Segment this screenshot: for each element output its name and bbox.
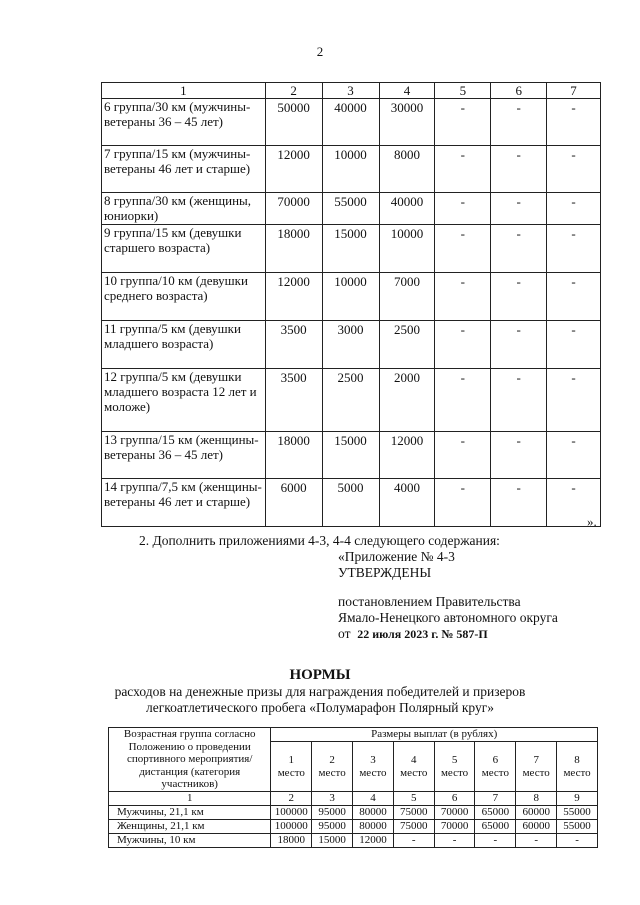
value-cell: 65000 [475, 820, 516, 834]
amendment-paragraph: 2. Дополнить приложениями 4-3, 4-4 следующего содержания: [139, 533, 500, 548]
value-cell: 100000 [271, 820, 312, 834]
value-cell: 4000 [379, 479, 435, 527]
value-cell: - [547, 369, 601, 432]
value-cell: 95000 [312, 820, 353, 834]
decree-line-2: Ямало-Ненецкого автономного округа [338, 610, 558, 625]
page-number: 2 [316, 44, 324, 59]
column-number-cell: 7 [475, 792, 516, 806]
value-cell: - [435, 273, 491, 321]
place-label: место [440, 766, 469, 779]
place-header-cell [393, 742, 434, 792]
table-row [109, 806, 598, 820]
place-number: 8 [574, 753, 580, 766]
value-cell: 60000 [516, 820, 557, 834]
value-cell: - [491, 273, 547, 321]
table-row [102, 193, 601, 225]
value-cell: 15000 [312, 834, 353, 848]
header-cell: 7 [547, 83, 601, 99]
value-cell: 15000 [322, 432, 379, 479]
value-cell: - [547, 321, 601, 369]
place-label: место [318, 766, 346, 779]
value-cell: 6000 [265, 479, 322, 527]
value-cell: 2000 [379, 369, 435, 432]
value-cell: - [435, 225, 491, 273]
value-cell: 8000 [379, 146, 435, 193]
category-cell: Мужчины, 10 км [109, 834, 271, 848]
place-header-cell [516, 742, 557, 792]
decree-date-number: 22 июля 2023 г. № 587-П [357, 627, 488, 641]
value-cell: 15000 [322, 225, 379, 273]
value-cell: - [434, 834, 475, 848]
value-cell: - [435, 146, 491, 193]
decree-line-1: постановлением Правительства [338, 594, 521, 609]
place-label: место [277, 766, 305, 779]
value-cell: - [557, 834, 598, 848]
header-cell: 2 [265, 83, 322, 99]
group-cell: 14 группа/7,5 км (женщины-ветераны 46 лет и старше) [102, 479, 266, 527]
group-cell: 11 группа/5 км (девушки младшего возраста) [102, 321, 266, 369]
value-cell: 10000 [379, 225, 435, 273]
value-cell: 70000 [265, 193, 322, 225]
place-number: 2 [329, 753, 335, 766]
header-cell: 3 [322, 83, 379, 99]
column-number-cell: 8 [516, 792, 557, 806]
group-cell: 10 группа/10 км (девушки среднего возраста) [102, 273, 266, 321]
value-cell: - [547, 99, 601, 146]
value-cell: - [491, 99, 547, 146]
age-group-header: Возрастная группа согласно Положению о проведении спортивного мероприятия/дистанция (категория участников) [109, 728, 271, 792]
table-row [102, 432, 601, 479]
from-label: от [338, 626, 351, 641]
place-label: место [563, 766, 591, 779]
place-header-cell [353, 742, 394, 792]
value-cell: 75000 [393, 806, 434, 820]
value-cell: 12000 [265, 273, 322, 321]
value-cell: - [516, 834, 557, 848]
table-header-row [102, 83, 601, 99]
table-row [102, 99, 601, 146]
value-cell: - [491, 432, 547, 479]
table-row [102, 146, 601, 193]
value-cell: 70000 [434, 820, 475, 834]
closing-quote: ». [587, 514, 597, 529]
value-cell: 3500 [265, 369, 322, 432]
value-cell: 10000 [322, 146, 379, 193]
value-cell: - [491, 479, 547, 527]
value-cell: - [547, 225, 601, 273]
value-cell: - [435, 369, 491, 432]
value-cell: - [435, 432, 491, 479]
payout-sizes-header: Размеры выплат (в рублях) [271, 728, 598, 742]
value-cell: 60000 [516, 806, 557, 820]
value-cell: 50000 [265, 99, 322, 146]
value-cell: 55000 [322, 193, 379, 225]
value-cell: 3500 [265, 321, 322, 369]
value-cell: - [435, 193, 491, 225]
header-cell: 5 [435, 83, 491, 99]
value-cell: 65000 [475, 806, 516, 820]
group-cell: 7 группа/15 км (мужчины-ветераны 46 лет и старше) [102, 146, 266, 193]
value-cell: - [547, 432, 601, 479]
value-cell: 10000 [322, 273, 379, 321]
value-cell: 55000 [557, 806, 598, 820]
place-header-cell [557, 742, 598, 792]
group-cell: 6 группа/30 км (мужчины-ветераны 36 – 45 лет) [102, 99, 266, 146]
value-cell: 12000 [379, 432, 435, 479]
column-number-cell: 9 [557, 792, 598, 806]
place-number: 1 [288, 753, 295, 766]
value-cell: - [435, 321, 491, 369]
value-cell: 3000 [322, 321, 379, 369]
table-row [102, 273, 601, 321]
category-cell: Мужчины, 21,1 км [109, 806, 271, 820]
value-cell: 95000 [312, 806, 353, 820]
value-cell: - [491, 225, 547, 273]
table-row [102, 321, 601, 369]
value-cell: - [491, 369, 547, 432]
place-label: место [522, 766, 550, 779]
column-numbering-row [109, 792, 598, 806]
place-label: место [481, 766, 509, 779]
value-cell: 2500 [379, 321, 435, 369]
value-cell: 55000 [557, 820, 598, 834]
table-row [102, 479, 601, 527]
table-header-row [109, 728, 598, 742]
value-cell: - [547, 479, 601, 527]
group-cell: 9 группа/15 км (девушки старшего возраста) [102, 225, 266, 273]
place-label: место [400, 766, 428, 779]
value-cell: 5000 [322, 479, 379, 527]
half-marathon-prize-table [108, 727, 598, 848]
value-cell: - [491, 321, 547, 369]
value-cell: 70000 [434, 806, 475, 820]
header-cell: 1 [102, 83, 266, 99]
value-cell: 7000 [379, 273, 435, 321]
place-header-cell [312, 742, 353, 792]
value-cell: 2500 [322, 369, 379, 432]
value-cell: 18000 [271, 834, 312, 848]
place-number: 3 [370, 753, 376, 766]
value-cell: - [491, 193, 547, 225]
table-row [109, 820, 598, 834]
place-header-cell [434, 742, 475, 792]
column-number-cell: 3 [312, 792, 353, 806]
place-number: 7 [533, 753, 539, 766]
norms-subtitle [0, 684, 640, 716]
value-cell: 18000 [265, 225, 322, 273]
category-cell: Женщины, 21,1 км [109, 820, 271, 834]
column-number-cell: 6 [434, 792, 475, 806]
place-number: 5 [451, 753, 458, 766]
value-cell: - [491, 146, 547, 193]
norms-subtitle-line-1: расходов на денежные призы для награждения победителей и призеров [114, 684, 526, 699]
header-cell: 4 [379, 83, 435, 99]
column-number-cell: 2 [271, 792, 312, 806]
approved-label: УТВЕРЖДЕНЫ [338, 565, 432, 580]
place-number: 6 [492, 753, 499, 766]
table-row [102, 369, 601, 432]
value-cell: - [435, 479, 491, 527]
group-cell: 12 группа/5 км (девушки младшего возраста 12 лет и моложе) [102, 369, 266, 432]
value-cell: - [475, 834, 516, 848]
group-cell: 8 группа/30 км (женщины, юниорки) [102, 193, 266, 225]
value-cell: 100000 [271, 806, 312, 820]
decree-date-line [338, 626, 488, 642]
value-cell: - [547, 273, 601, 321]
column-number-cell: 4 [353, 792, 394, 806]
prize-table-continued [101, 82, 601, 527]
value-cell: 80000 [353, 806, 394, 820]
value-cell: 30000 [379, 99, 435, 146]
value-cell: 12000 [265, 146, 322, 193]
value-cell: - [393, 834, 434, 848]
place-number: 4 [411, 753, 417, 766]
value-cell: 40000 [322, 99, 379, 146]
place-label: место [359, 766, 387, 779]
value-cell: - [435, 99, 491, 146]
value-cell: 75000 [393, 820, 434, 834]
value-cell: 80000 [353, 820, 394, 834]
value-cell: - [547, 193, 601, 225]
place-header-cell [271, 742, 312, 792]
value-cell: 40000 [379, 193, 435, 225]
table-row [109, 834, 598, 848]
place-header-cell [475, 742, 516, 792]
value-cell: 12000 [353, 834, 394, 848]
value-cell: - [547, 146, 601, 193]
column-number-cell: 5 [393, 792, 434, 806]
header-cell: 6 [491, 83, 547, 99]
group-cell: 13 группа/15 км (женщины-ветераны 36 – 45 лет) [102, 432, 266, 479]
value-cell: 18000 [265, 432, 322, 479]
table-row [102, 225, 601, 273]
norms-subtitle-line-2: легкоатлетического пробега «Полумарафон Полярный круг» [145, 700, 495, 715]
norms-title: НОРМЫ [289, 667, 351, 683]
appendix-title: «Приложение № 4-3 [338, 549, 455, 564]
column-number-cell: 1 [109, 792, 271, 806]
